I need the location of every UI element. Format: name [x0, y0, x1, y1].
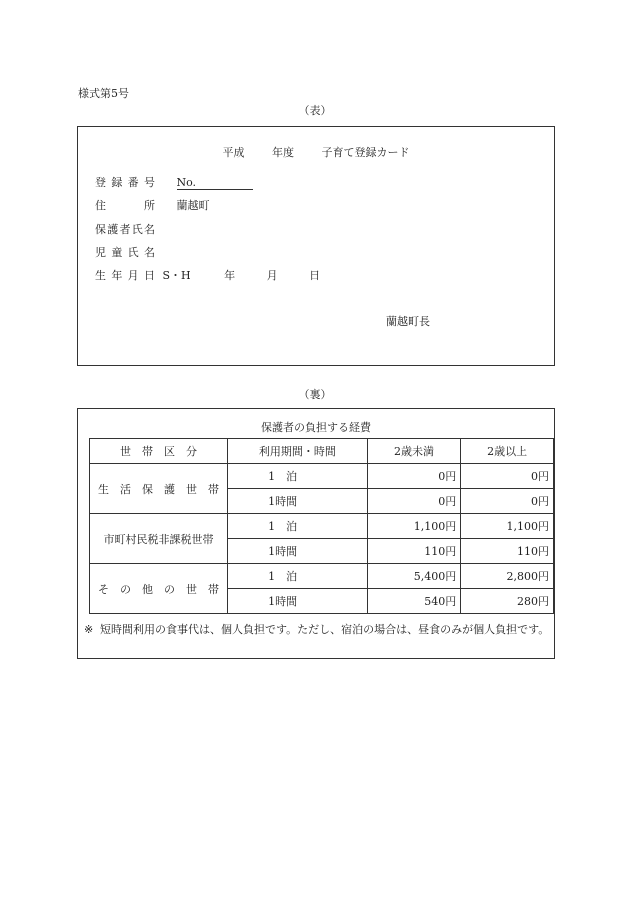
title-year: 年度: [272, 146, 294, 159]
back-side-label: （裏）: [298, 388, 332, 401]
card-title: [78, 144, 554, 160]
birth-era: S・H: [162, 269, 191, 282]
over-2-cell: 1,100円: [461, 514, 554, 539]
under-2-cell: 1,100円: [367, 514, 461, 539]
address-label: 住所: [95, 199, 155, 212]
under-2-cell: 110円: [367, 539, 461, 564]
address-field: [95, 197, 210, 213]
period-cell: 1時間: [228, 489, 368, 514]
category-cell: そ の 他 の 世 帯: [90, 564, 228, 614]
header-under-2: 2歳未満: [367, 439, 461, 464]
birthdate-field: [95, 267, 320, 283]
period-cell: 1時間: [228, 539, 368, 564]
table-row: [90, 514, 554, 539]
over-2-cell: 0円: [461, 489, 554, 514]
header-over-2: 2歳以上: [461, 439, 554, 464]
table-header-row: [90, 439, 554, 464]
birth-year-unit: 年: [224, 269, 236, 282]
birthdate-label: 生年月日: [95, 269, 155, 282]
title-text: 子育て登録カード: [321, 146, 410, 159]
front-side-label: （表）: [298, 104, 332, 117]
registration-number-value: No.: [177, 176, 253, 190]
over-2-cell: 280円: [461, 589, 554, 614]
note-text: 短時間利用の食事代は、個人負担です。ただし、宿泊の場合は、昼食のみが個人負担です。: [100, 623, 550, 636]
child-name-label: 児童氏名: [95, 246, 155, 259]
period-cell: 1 泊: [228, 564, 368, 589]
over-2-cell: 0円: [461, 464, 554, 489]
under-2-cell: 540円: [367, 589, 461, 614]
form-number: 様式第5号: [78, 87, 129, 100]
note-mark: ※: [84, 623, 94, 636]
guardian-name-label: 保護者氏名: [95, 223, 155, 236]
child-name-field: [95, 244, 155, 260]
registration-number-label: 登録番号: [95, 176, 155, 189]
birth-day-unit: 日: [309, 269, 321, 282]
cost-title: 保護者の負担する経費: [261, 421, 371, 434]
cost-box: [77, 408, 555, 659]
over-2-cell: 2,800円: [461, 564, 554, 589]
over-2-cell: 110円: [461, 539, 554, 564]
period-cell: 1 泊: [228, 514, 368, 539]
registration-card: [77, 126, 555, 366]
table-row: [90, 464, 554, 489]
issuer-name: 蘭越町長: [386, 315, 430, 328]
address-value: 蘭越町: [176, 199, 210, 212]
under-2-cell: 0円: [367, 489, 461, 514]
birth-month-unit: 月: [266, 269, 278, 282]
category-cell: 生 活 保 護 世 帯: [90, 464, 228, 514]
cost-table: [89, 438, 554, 614]
under-2-cell: 5,400円: [367, 564, 461, 589]
under-2-cell: 0円: [367, 464, 461, 489]
footnote: [84, 622, 552, 637]
category-cell: 市町村民税非課税世帯: [90, 514, 228, 564]
period-cell: 1 泊: [228, 464, 368, 489]
title-era: 平成: [222, 146, 245, 159]
period-cell: 1時間: [228, 589, 368, 614]
header-period: 利用期間・時間: [228, 439, 368, 464]
header-category: 世 帯 区 分: [90, 439, 228, 464]
table-row: [90, 564, 554, 589]
guardian-name-field: [95, 221, 155, 237]
registration-number-field: [95, 174, 253, 190]
